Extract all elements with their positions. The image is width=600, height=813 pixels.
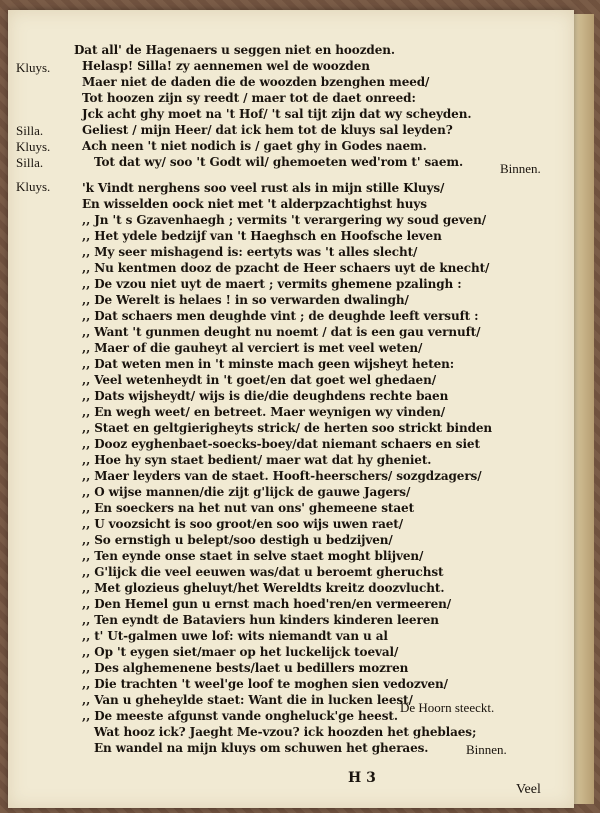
text-line: ,, Veel wetenheydt in 't goet/en dat goet wel ghedaen/ [82, 373, 437, 387]
speaker-label: Silla. [16, 155, 44, 170]
text-line: ,, Op 't eygen siet/maer op het luckelijck toeval/ [82, 645, 399, 659]
stage-direction: De Hoorn steeckt. [400, 700, 495, 715]
text-line: Ach neen 't niet nodich is / gaet ghy in Godes naem. [82, 139, 427, 153]
text-line: ,, Met glozieus gheluyt/het Wereldts kreitz doozvlucht. [82, 581, 445, 595]
stage-direction: Binnen. [466, 742, 507, 757]
text-line: ,, Ten eyndt de Bataviers hun kinders kinderen leeren [82, 613, 439, 627]
text-line: En wandel na mijn kluys om schuwen het gheraes. [94, 741, 429, 755]
text-line: ,, Den Hemel gun u ernst mach hoed'ren/en vermeeren/ [82, 597, 452, 611]
speaker-label: Kluys. [16, 60, 51, 75]
text-line: ,, Dat weten men in 't minste mach geen wijsheyt heten: [82, 357, 455, 371]
text-line: Tot dat wy/ soo 't Godt wil/ ghemoeten wed'rom t' saem. [94, 155, 464, 169]
text-line: 'k Vindt nerghens soo veel rust als in mijn stille Kluys/ [82, 181, 445, 195]
text-line: ,, Die trachten 't weel'ge loof te moghen sien vedozven/ [82, 677, 448, 691]
page-edge [574, 14, 594, 804]
stage-direction: Binnen. [500, 161, 541, 176]
text-line: ,, Jn 't s Gzavenhaegh ; vermits 't verargering wy soud geven/ [82, 213, 487, 227]
text-line: ,, Dats wijsheydt/ wijs is die/die deughdens rechte baen [82, 389, 449, 403]
text-line: ,, Van u gheheylde staet: Want die in lucken leest/ [82, 693, 413, 707]
catchword: Veel [516, 782, 541, 797]
text-line: ,, Ten eynde onse staet in selve staet moght blijven/ [82, 549, 424, 563]
text-line: ,, My seer mishagend is: eertyts was 't alles slecht/ [82, 245, 418, 259]
text-line: ,, De Werelt is helaes ! in so verwarden dwalingh/ [82, 293, 409, 307]
text-line: ,, Het ydele bedzijf van 't Haeghsch en Hoofsche leven [82, 229, 442, 243]
text-line: En wisselden oock niet met 't alderpzachtighst huys [82, 197, 427, 211]
text-line: ,, t' Ut-galmen uwe lof: wits niemandt van u al [82, 629, 388, 643]
text-line: ,, Maer leyders van de staet. Hooft-heerschers/ sozgdzagers/ [82, 469, 482, 483]
text-line: Maer niet de daden die de woozden bzenghen meed/ [82, 75, 430, 89]
text-line: Helasp! Silla! zy aennemen wel de woozden [82, 59, 370, 73]
text-line: ,, De vzou niet uyt de maert ; vermits ghemene pzalingh : [82, 277, 462, 291]
speaker-label: Kluys. [16, 139, 51, 154]
text-line: Jck acht ghy moet na 't Hof/ 't sal tijt zijn dat wy scheyden. [82, 107, 472, 121]
text-line: ,, Want 't gunmen deught nu noemt / dat is een gau vernuft/ [82, 325, 481, 339]
text-line: ,, Nu kentmen dooz de pzacht de Heer schaers uyt de knecht/ [82, 261, 490, 275]
text-line: ,, U voozsicht is soo groot/en soo wijs uwen raet/ [82, 517, 404, 531]
text-line: ,, Maer of die gauheyt al verciert is met veel weten/ [82, 341, 423, 355]
text-line: ,, Des alghemenene bests/laet u bedillers mozren [82, 661, 409, 675]
text-line: ,, So ernstigh u belept/soo destigh u bedzijven/ [82, 533, 393, 547]
text-line: Geliest / mijn Heer/ dat ick hem tot de kluys sal leyden? [82, 123, 453, 137]
text-line: ,, En soeckers na het nut van ons' ghemeene staet [82, 501, 415, 515]
text-line: ,, Dooz eyghenbaet-soecks-boey/dat niemant schaers en siet [82, 437, 480, 451]
signature-mark: H 3 [348, 770, 376, 786]
speaker-label: Silla. [16, 123, 44, 138]
text-line: ,, Dat schaers men deughde vint ; de deughde leeft versuft : [82, 309, 479, 323]
text-line: ,, G'lijck die veel eeuwen was/dat u beroemt gheruchst [82, 565, 444, 579]
text-line: Tot hoozen zijn sy reedt / maer tot de daet onreed: [82, 91, 416, 105]
text-line: Wat hooz ick? Jaeght Me-vzou? ick hoozden het gheblaes; [94, 725, 477, 739]
speaker-label: Kluys. [16, 179, 51, 194]
text-line: ,, En wegh weet/ en betreet. Maer weynigen wy vinden/ [82, 405, 446, 419]
text-line: ,, Staet en geltgierigheyts strick/ de herten soo strickt binden [82, 421, 493, 435]
text-line: ,, O wijse mannen/die zijt g'lijck de gauwe Jagers/ [82, 485, 411, 499]
text-line: ,, De meeste afgunst vande ongheluck'ge heest. [82, 709, 398, 723]
text-line: Dat all' de Hagenaers u seggen niet en hoozden. [74, 43, 395, 57]
text-line: ,, Hoe hy syn staet bedient/ maer wat dat hy gheniet. [82, 453, 432, 467]
